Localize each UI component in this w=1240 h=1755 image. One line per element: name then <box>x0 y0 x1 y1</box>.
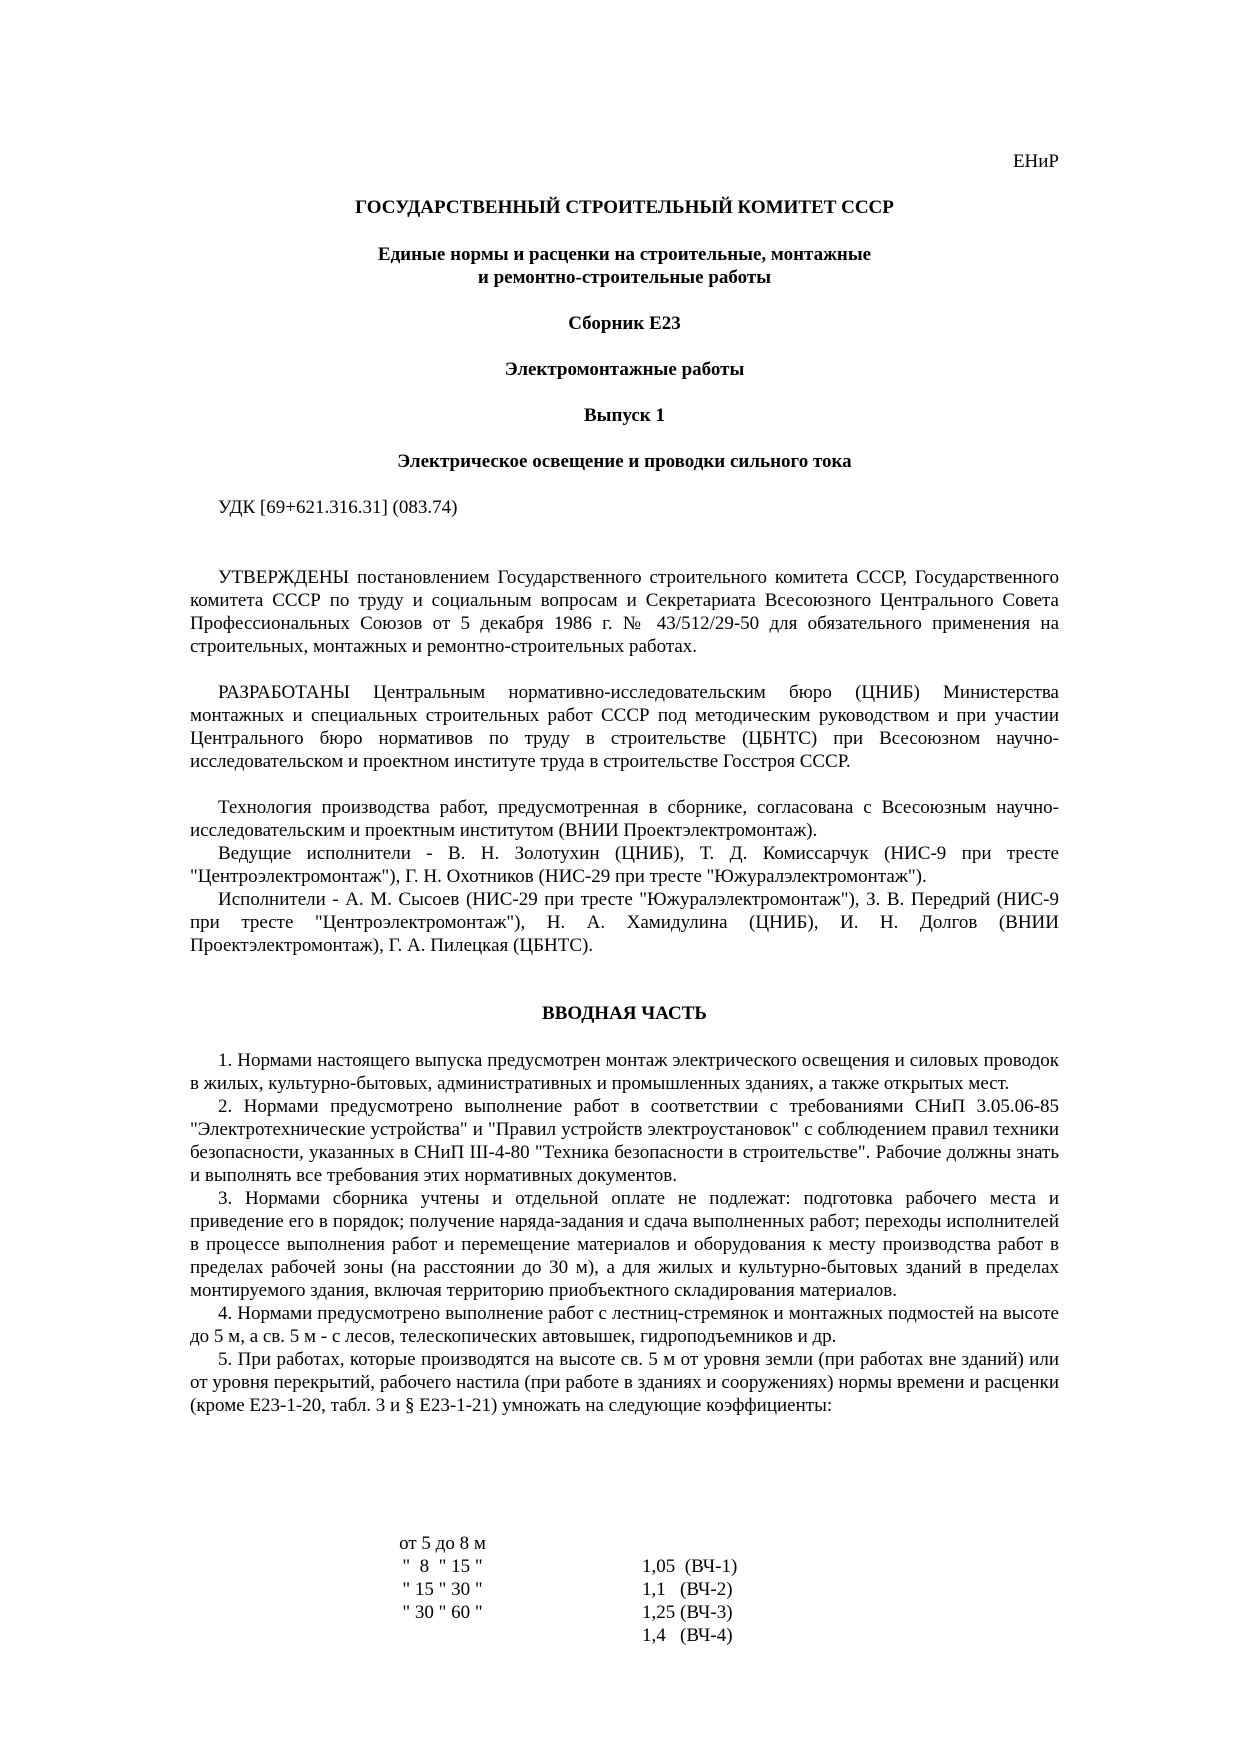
height-range: от 5 до 8 м <box>399 1533 486 1554</box>
title-line-2: и ремонтно-строительные работы <box>477 267 772 288</box>
udk-code: УДК [69+621.316.31] (083.74) <box>218 497 458 518</box>
intro-item-3: 3. Нормами сборника учтены и отдельной оплате не подлежат: подготовка рабочего места и приведение его в порядок; получение наряда-задания и сдача выполненных работ; переходы исполнителей в процессе выполнения работ и перемещение материалов и оборудования к месту производства работ в пределах рабочей зоны (на расстоянии до 30 м), а для жилых и культурно-бытовых зданий в пределах монтируемого здания, включая территорию приобъектного складирования материалов. <box>190 1188 1059 1301</box>
height-range: " 30 " 60 " <box>402 1602 483 1623</box>
intro-item-4: 4. Нормами предусмотрено выполнение работ с лестниц-стремянок и монтажных подмостей на высоте до 5 м, а св. 5 м - с лесов, телескопических автовышек, гидроподъемников и др. <box>190 1303 1059 1347</box>
title-line-1: Единые нормы и расценки на строительные, монтажные <box>377 244 872 265</box>
approval-block <box>190 566 1059 658</box>
approved-paragraph: УТВЕРЖДЕНЫ постановлением Государственного строительного комитета СССР, Государственного комитета СССР по труду и социальным вопросам и Секретариата Всесоюзного Центрального Совета Профессиональных Союзов от 5 декабря 1986 г. № 43/512/29-50 для обязательного применения на строительных, монтажных и ремонтно-строительных работах. <box>190 567 1059 657</box>
document-code: ЕНиР <box>1012 151 1059 172</box>
section-heading: Электромонтажные работы <box>504 359 745 380</box>
height-range: " 8 " 15 " <box>402 1556 483 1577</box>
collection-heading: Сборник Е23 <box>568 313 681 334</box>
intro-item-5: 5. При работах, которые производятся на высоте св. 5 м от уровня земли (при работах вне зданий) или от уровня перекрытий, рабочего настила (при работе в зданиях и сооружениях) нормы времени и расценки (кроме Е23-1-20, табл. 3 и § Е23-1-21) умножать на следующие коэффициенты: <box>190 1349 1059 1416</box>
credits-block <box>190 796 1059 957</box>
coefficient-value: 1,1 (ВЧ-2) <box>642 1579 733 1600</box>
intro-item-2: 2. Нормами предусмотрено выполнение работ в соответствии с требованиями СНиП 3.05.06-85 "Электротехнические устройства" и "Правил устройств электроустановок" с соблюдением правил техники безопасности, указанных в СНиП III-4-80 "Техника безопасности в строительстве". Рабочие должны знать и выполнять все требования этих нормативных документов. <box>190 1096 1059 1186</box>
coefficient-value: 1,05 (ВЧ-1) <box>642 1556 738 1577</box>
intro-heading: ВВОДНАЯ ЧАСТЬ <box>542 1003 707 1024</box>
intro-section <box>190 1049 1059 1417</box>
developed-paragraph: РАЗРАБОТАНЫ Центральным нормативно-исследовательским бюро (ЦНИБ) Министерства монтажных и специальных строительных работ СССР под методическим руководством и при участии Центрального бюро нормативов по труду в строительстве (ЦБНТС) при Всесоюзном научно-исследовательском и проектном институте труда в строительстве Госстроя СССР. <box>190 682 1059 772</box>
executors-paragraph: Исполнители - А. М. Сысоев (НИС-29 при тресте "Южуралэлектромонтаж"), З. В. Передрий (НИС-9 при тресте "Центроэлектромонтаж"), Н. А. Хамидулина (ЦНИБ), И. Н. Долгов (ВНИИ Проектэлектромонтаж), Г. А. Пилецкая (ЦБНТС). <box>190 889 1059 956</box>
lead-executors-paragraph: Ведущие исполнители - В. Н. Золотухин (ЦНИБ), Т. Д. Комиссарчук (НИС-9 при тресте "Центроэлектромонтаж"), Г. Н. Охотников (НИС-29 при тресте "Южуралэлектромонтаж"). <box>190 843 1059 887</box>
subject-heading: Электрическое освещение и проводки сильного тока <box>397 451 852 472</box>
developer-block <box>190 681 1059 773</box>
coefficient-value: 1,4 (ВЧ-4) <box>642 1625 733 1646</box>
committee-heading: ГОСУДАРСТВЕННЫЙ СТРОИТЕЛЬНЫЙ КОМИТЕТ СССР <box>355 197 894 218</box>
document-title <box>190 243 1059 289</box>
coefficient-value: 1,25 (ВЧ-3) <box>642 1602 733 1623</box>
intro-item-1: 1. Нормами настоящего выпуска предусмотрен монтаж электрического освещения и силовых проводок в жилых, культурно-бытовых, административных и промышленных зданиях, а также открытых мест. <box>190 1050 1059 1094</box>
issue-heading: Выпуск 1 <box>583 405 665 426</box>
height-range: " 15 " 30 " <box>402 1579 483 1600</box>
technology-paragraph: Технология производства работ, предусмотренная в сборнике, согласована с Всесоюзным научно-исследовательским и проектным институтом (ВНИИ Проектэлектромонтаж). <box>190 797 1059 841</box>
